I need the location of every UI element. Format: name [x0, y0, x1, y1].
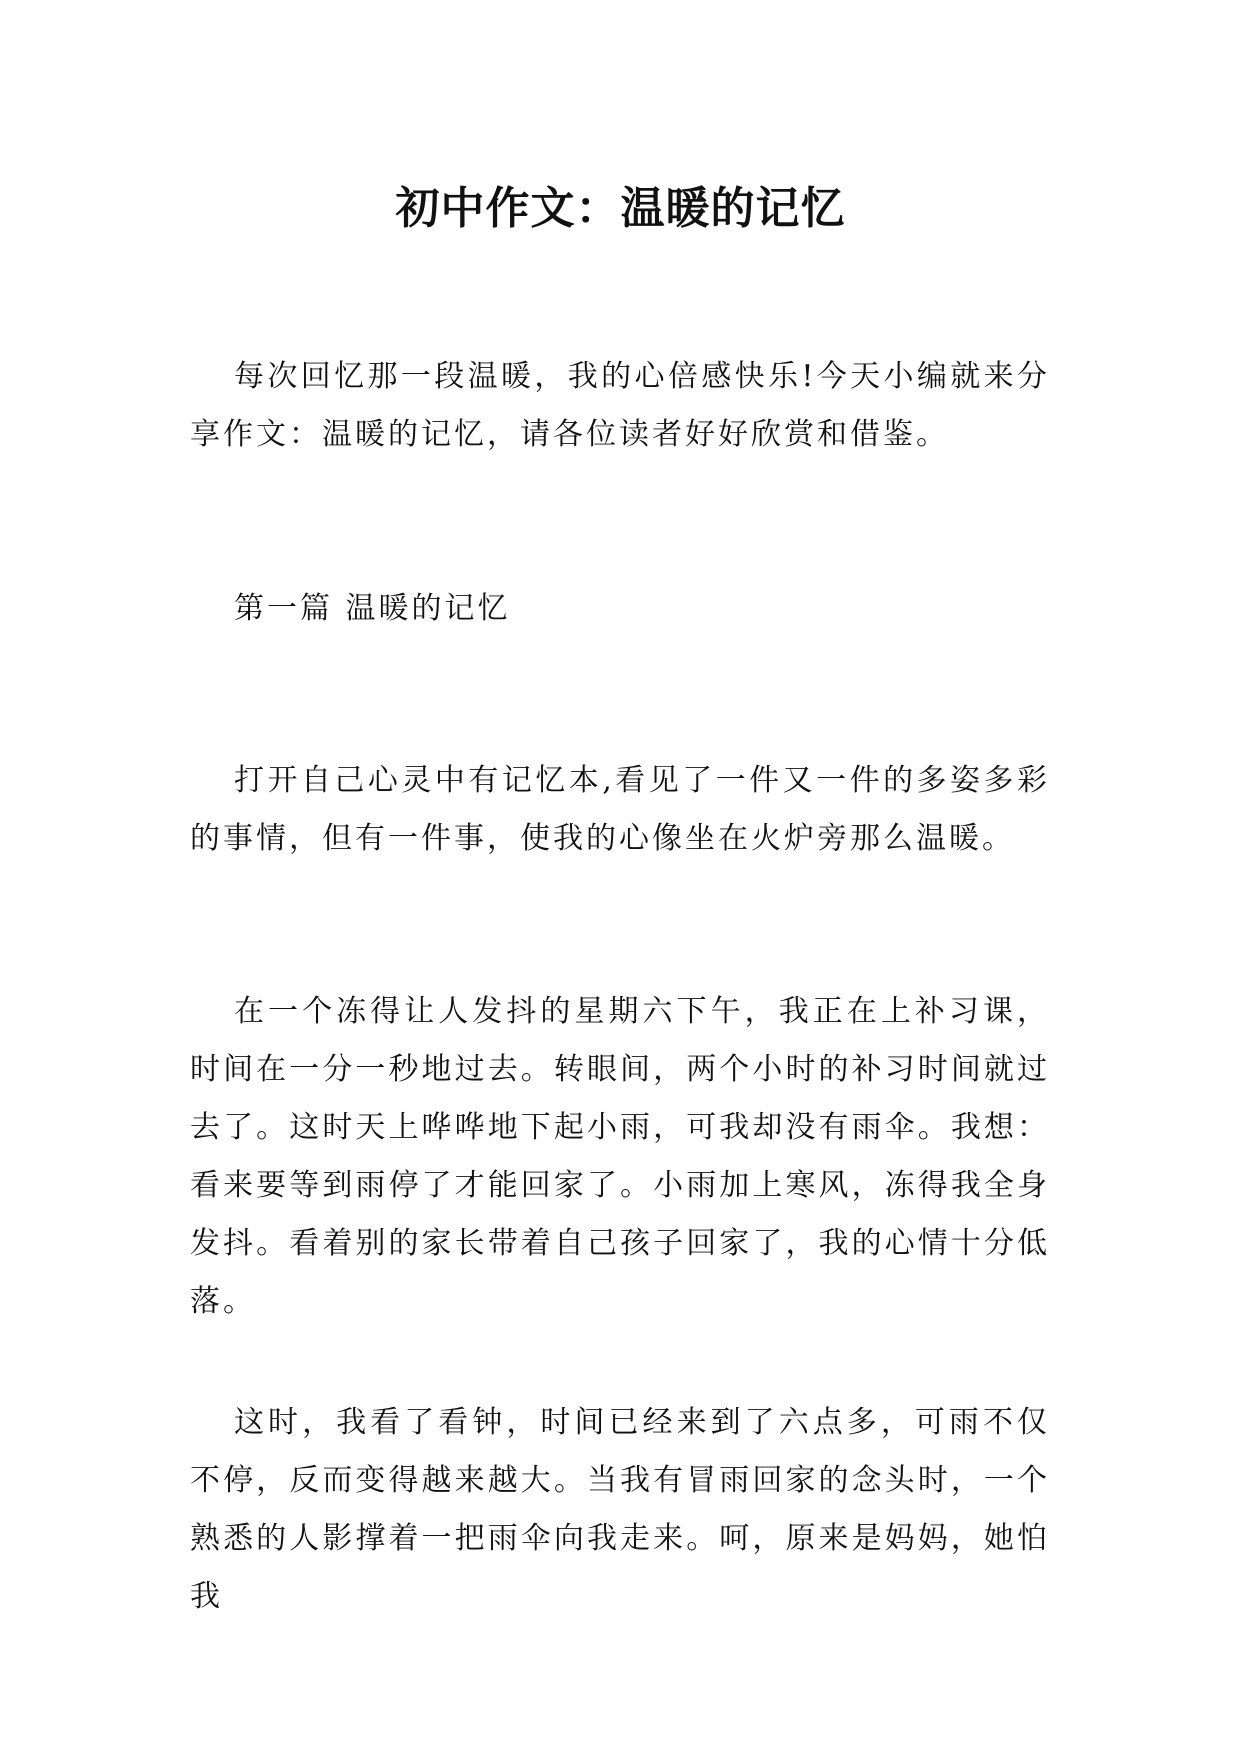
body-paragraph: 这时，我看了看钟，时间已经来到了六点多，可雨不仅不停，反而变得越来越大。当我有冒雨回家的念头时，一个熟悉的人影撑着一把雨伞向我走来。呵，原来是妈妈，她怕我 [190, 1405, 1050, 1614]
body-paragraph: 在一个冻得让人发抖的星期六下午，我正在上补习课，时间在一分一秒地过去。转眼间，两个小时的补习时间就过去了。这时天上哗哗地下起小雨，可我却没有雨伞。我想：看来要等到雨停了才能回家了。小雨加上寒风，冻得我全身发抖。看着别的家长带着自己孩子回家了，我的心情十分低落。 [190, 994, 1050, 1319]
body-paragraph: 打开自己心灵中有记忆本,看见了一件又一件的多姿多彩的事情，但有一件事，使我的心像坐在火炉旁那么温暖。 [190, 763, 1050, 856]
document-title: 初中作文：温暖的记忆 [395, 183, 846, 235]
intro-paragraph: 每次回忆那一段温暖，我的心倍感快乐!今天小编就来分享作文：温暖的记忆，请各位读者好好欣赏和借鉴。 [190, 359, 1050, 452]
section-heading: 第一篇 温暖的记忆 [234, 591, 511, 626]
